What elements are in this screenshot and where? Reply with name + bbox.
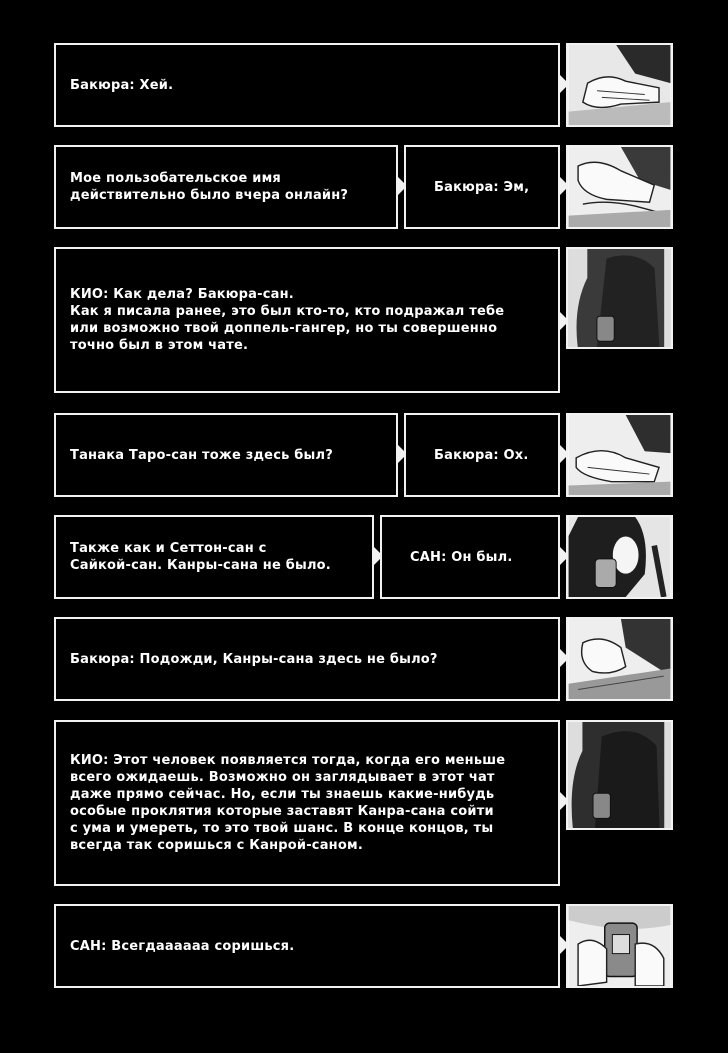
message-text: Танака Таро-сан тоже здесь был? bbox=[70, 447, 333, 463]
message-bubble bbox=[54, 515, 374, 599]
message-bubble bbox=[54, 145, 398, 229]
hooded-figure-icon bbox=[566, 720, 673, 830]
girl-with-phone-icon bbox=[566, 515, 673, 599]
message-bubble bbox=[54, 413, 398, 497]
message-bubble bbox=[54, 904, 560, 988]
phone-in-hands-icon bbox=[566, 904, 673, 988]
message-text: Также как и Сеттон-сан с Сайкой-сан. Канры-сана не было. bbox=[70, 541, 331, 573]
typing-hands-icon bbox=[566, 413, 673, 497]
message-text: Мое пользобательское имя действительно было вчера онлайн? bbox=[70, 171, 349, 203]
fist-on-keyboard-icon bbox=[566, 617, 673, 701]
reply-bubble bbox=[380, 515, 560, 599]
message-text: КИО: Этот человек появляется тогда, когда его меньше всего ожидаешь. Возможно он заглядывает в этот чат даже прямо сейчас. Но, если ты знаешь какие-нибудь особые проклятия которые заставят Канра-сана сойти с ума и умереть, то это твой шанс. В конце концов, ты всегда так соришься с Канрой-саном. bbox=[70, 753, 506, 853]
typing-hands-icon bbox=[566, 145, 673, 229]
message-text: САН: Всегдаааааа соришься. bbox=[70, 938, 295, 954]
reply-bubble bbox=[404, 413, 560, 497]
message-bubble bbox=[54, 247, 560, 393]
message-bubble bbox=[54, 720, 560, 886]
reply-text: Бакюра: Эм, bbox=[434, 179, 530, 195]
hooded-figure-icon bbox=[566, 247, 673, 349]
message-text: КИО: Как дела? Бакюра-сан. Как я писала ранее, это был кто-то, кто подражал тебе или возможно твой доппель-гангер, но ты совершенно точно был в этом чате. bbox=[70, 287, 505, 353]
reply-text: Бакюра: Ох. bbox=[434, 447, 529, 463]
message-text: Бакюра: Подожди, Канры-сана здесь не было? bbox=[70, 651, 438, 667]
message-bubble bbox=[54, 617, 560, 701]
reply-text: САН: Он был. bbox=[410, 549, 513, 565]
reply-bubble bbox=[404, 145, 560, 229]
message-bubble bbox=[54, 43, 560, 127]
message-text: Бакюра: Хей. bbox=[70, 77, 174, 93]
typing-hands-icon bbox=[566, 43, 673, 127]
